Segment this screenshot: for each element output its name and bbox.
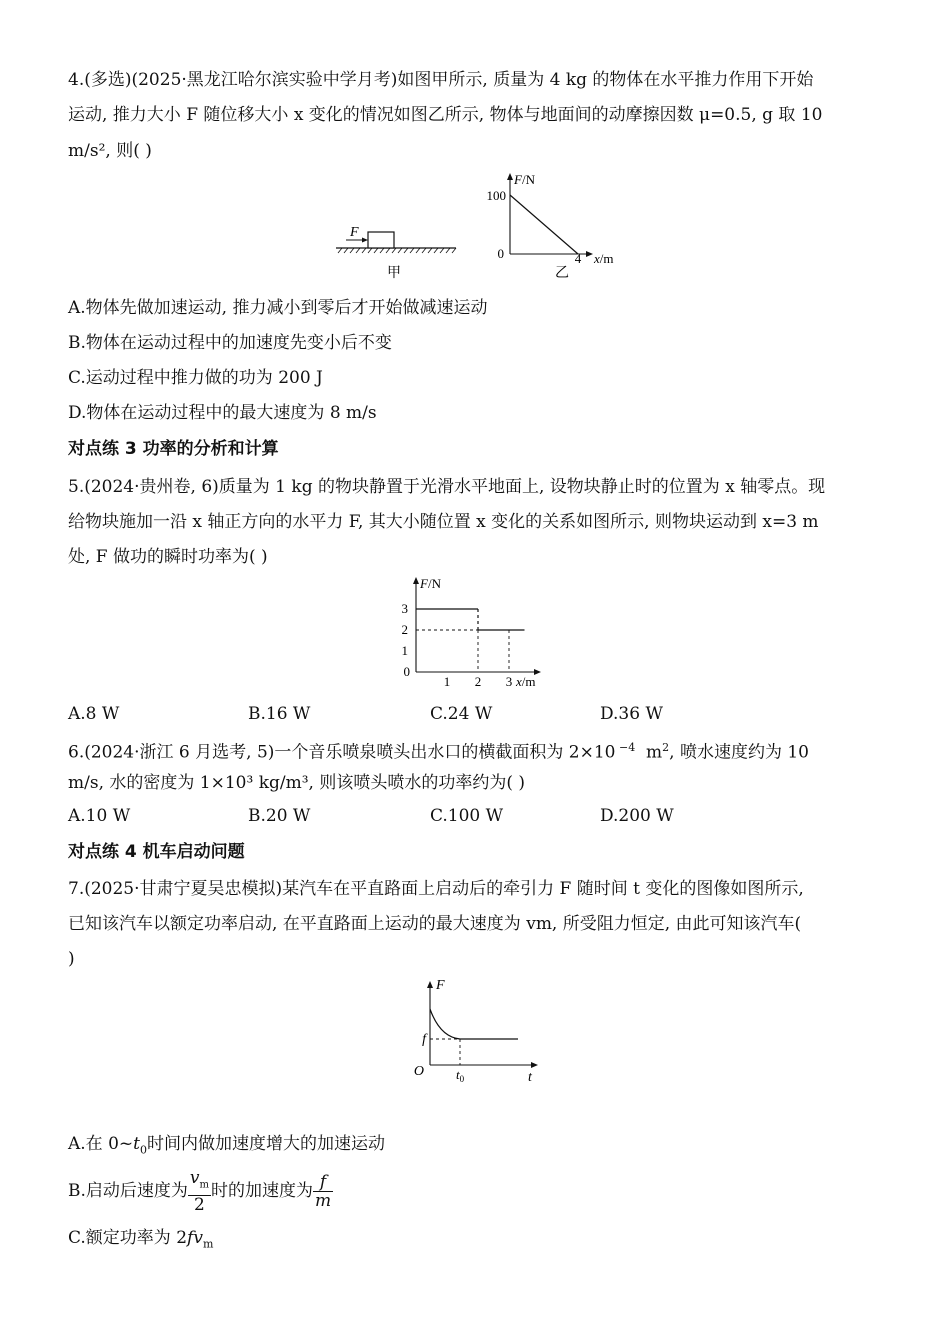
q5-option-d: D.36 W: [600, 704, 663, 724]
q6-option-c: C.100 W: [430, 806, 504, 826]
q6-line-2: m/s, 水的密度为 1×10³ kg/m³, 则该喷头喷水的功率约为( ): [68, 773, 526, 793]
q7-option-b: [68, 1168, 333, 1214]
q4-option-b: B.物体在运动过程中的加速度先变小后不变: [68, 333, 392, 353]
caption-jia: 甲: [387, 266, 401, 281]
fraction-f-over-m: $\frac{f}{m}$: [315, 1172, 332, 1211]
section-3-heading: 对点练 3 功率的分析和计算: [68, 439, 279, 459]
q6-option-d: D.200 W: [600, 806, 674, 826]
q5-line-1: 5.(2024·贵州卷, 6)质量为 1 kg 的物块静置于光滑水平地面上, 设物块静止时的位置为 x 轴零点。现: [68, 477, 826, 497]
q5-option-b: B.16 W: [248, 704, 311, 724]
x-tick-3: 3: [505, 674, 513, 689]
q7-option-c: C.额定功率为 $2fv_m$: [68, 1228, 214, 1251]
x-axis-label: x/m: [516, 674, 536, 689]
q5-line-3: 处, F 做功的瞬时功率为( ): [68, 547, 268, 567]
origin-label: 0: [403, 664, 410, 679]
y-unit: /N: [521, 172, 535, 187]
origin-label: O: [413, 1064, 424, 1079]
y-axis-label: F/N: [420, 576, 441, 591]
y-tick-3: 3: [401, 601, 408, 616]
x-axis-label: t: [528, 1070, 532, 1085]
force-line: [510, 195, 578, 254]
y-tick-100: 100: [486, 188, 506, 203]
y-tick-2: 2: [401, 622, 408, 637]
origin-label: 0: [497, 246, 504, 261]
x-axis-label: x/m: [594, 251, 614, 266]
q6-option-b: B.20 W: [248, 806, 311, 826]
section-4-heading: 对点练 4 机车启动问题: [68, 842, 245, 862]
x-tick-1: 1: [443, 674, 451, 689]
q7-option-b-mid: 时的加速度为: [211, 1181, 313, 1201]
q7-line-2: 已知该汽车以额定功率启动, 在平直路面上运动的最大速度为 vm, 所受阻力恒定, 由此可知该汽车(: [68, 914, 802, 934]
q4-option-d: D.物体在运动过程中的最大速度为 8 m/s: [68, 403, 377, 423]
q4-line-2: 运动, 推力大小 F 随位移大小 x 变化的情况如图乙所示, 物体与地面间的动摩擦因数 μ=0.5, g 取 10: [68, 105, 823, 125]
y-tick-1: 1: [401, 643, 408, 658]
f-label: f: [422, 1032, 426, 1047]
force-label: F: [350, 225, 359, 240]
q4-line-1: 4.(多选)(2025·黑龙江哈尔滨实验中学月考)如图甲所示, 质量为 4 kg 的物体在水平推力作用下开始: [68, 70, 814, 90]
q7-option-a: A.在 $0\sim t_0$时间内做加速度增大的加速运动: [68, 1134, 385, 1157]
q5-line-2: 给物块施加一沿 x 轴正方向的水平力 F, 其大小随位置 x 变化的关系如图所示, 则物块运动到 x=3 m: [68, 512, 819, 532]
t0-label: $t_0$: [455, 1067, 465, 1084]
caption-yi: 乙: [555, 266, 569, 281]
q5-option-c: C.24 W: [430, 704, 493, 724]
q7-line-3: ): [68, 949, 75, 969]
q5-chart: [390, 574, 560, 694]
q4-figure-jia: [330, 218, 460, 282]
x-tick-2: 2: [474, 674, 482, 689]
q7-figure: [410, 975, 550, 1087]
q6-line-1: 6.(2024·浙江 6 月选考, 5)一个音乐喷泉喷头出水口的横截面积为 2×10 $^{-4}$ $m^2$, 喷水速度约为 10: [68, 741, 809, 763]
y-axis-label: F: [436, 978, 445, 993]
fraction-vm-over-2: $\frac{v_m}{2}$: [189, 1168, 209, 1215]
q7-option-b-pre: B.启动后速度为: [68, 1181, 188, 1201]
q4-option-a: A.物体先做加速运动, 推力减小到零后才开始做减速运动: [68, 298, 488, 318]
q6-option-a: A.10 W: [68, 806, 131, 826]
force-curve: [430, 1009, 518, 1039]
q4-line-3: m/s², 则( ): [68, 141, 152, 161]
q5-option-a: A.8 W: [68, 704, 120, 724]
q7-line-1: 7.(2025·甘肃宁夏吴忠模拟)某汽车在平直路面上启动后的牵引力 F 随时间 t 变化的图像如图所示,: [68, 879, 804, 899]
x-tick-4: 4: [574, 251, 582, 266]
block: [368, 232, 394, 248]
q4-option-c: C.运动过程中推力做的功为 200 J: [68, 368, 323, 388]
y-axis-label: F/N: [514, 172, 535, 187]
q4-figure-yi: [474, 170, 634, 282]
